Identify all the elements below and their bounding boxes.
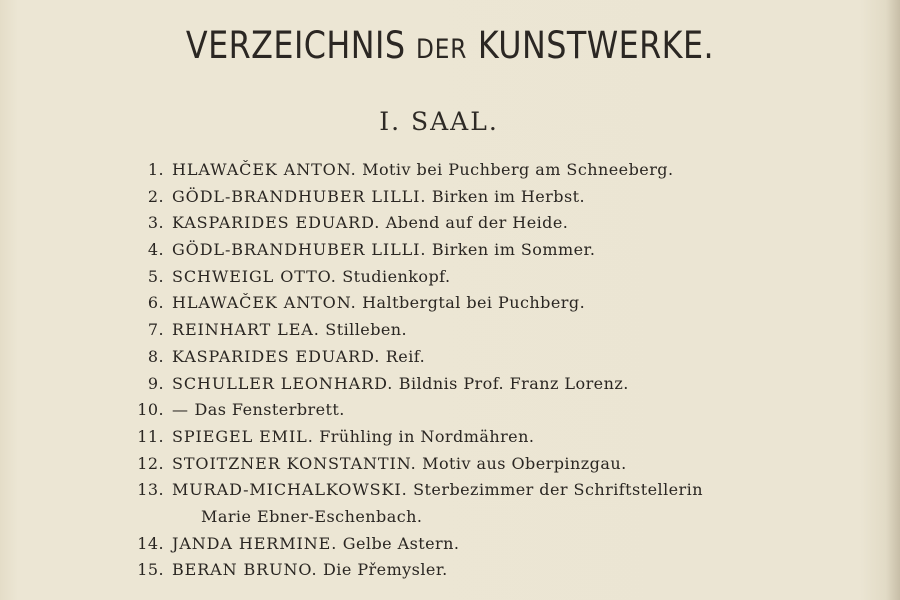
artist-name: HLAWAČEK ANTON.: [172, 160, 357, 179]
entry-number: 4.: [147, 240, 164, 260]
artwork-title: Gelbe Astern.: [342, 533, 460, 553]
entry-number: 3.: [147, 213, 164, 233]
artwork-title: Sterbezimmer der Schriftstellerin: [413, 480, 703, 500]
list-item: [110, 157, 810, 184]
artist-name: MURAD-MICHALKOWSKI.: [172, 480, 408, 500]
entry-number: 10.: [137, 400, 164, 420]
entry-number: 1.: [147, 160, 164, 179]
list-item: [110, 477, 810, 530]
entry-number: 13.: [137, 480, 164, 500]
entry-number: 11.: [137, 426, 164, 446]
list-item: [110, 264, 810, 291]
artist-name: BERAN BRUNO.: [172, 560, 318, 580]
artist-name: SCHULLER LEONHARD.: [172, 373, 394, 393]
artwork-list: [110, 157, 810, 584]
section-heading: I. SAAL.: [379, 107, 499, 136]
list-item: [110, 371, 810, 398]
artwork-title: Motiv aus Oberpinzgau.: [422, 453, 627, 473]
artist-name: SCHWEIGL OTTO.: [172, 266, 337, 286]
title-word-der: DER: [416, 34, 468, 65]
entry-number: 2.: [147, 186, 164, 206]
page-edge-shadow: [886, 0, 900, 600]
artist-name: —: [172, 400, 189, 420]
artwork-title: Studienkopf.: [342, 266, 451, 286]
list-item: [110, 531, 810, 558]
artwork-title: Das Fensterbrett.: [194, 400, 345, 420]
artwork-title: Haltbergtal bei Puchberg.: [362, 293, 586, 313]
artwork-title: Stilleben.: [325, 320, 408, 340]
list-item: [110, 184, 810, 211]
list-item: [110, 424, 810, 451]
entry-number: 8.: [147, 346, 164, 366]
entry-number: 15.: [137, 560, 164, 580]
artwork-title: Motiv bei Puchberg am Schneeberg.: [362, 160, 674, 179]
title-word-verzeichnis: VERZEICHNIS: [185, 24, 406, 67]
entry-number: 12.: [137, 453, 164, 473]
list-item: [110, 557, 810, 584]
artist-name: KASPARIDES EDUARD.: [172, 213, 381, 233]
entry-number: 14.: [137, 533, 164, 553]
list-item: [110, 451, 810, 478]
list-item: [110, 237, 810, 264]
list-item: [110, 344, 810, 371]
artist-name: GÖDL-BRANDHUBER LILLI.: [172, 240, 427, 260]
artwork-title: Die Přemysler.: [323, 560, 448, 580]
artwork-title: Birken im Sommer.: [431, 240, 596, 260]
artist-name: GÖDL-BRANDHUBER LILLI.: [172, 186, 427, 206]
list-item: [110, 210, 810, 237]
entry-number: 7.: [147, 320, 164, 340]
artist-name: SPIEGEL EMIL.: [172, 426, 314, 446]
page-title: [63, 24, 837, 67]
artist-name: JANDA HERMINE.: [172, 533, 338, 553]
artist-name: HLAWAČEK ANTON.: [172, 293, 357, 313]
title-word-kunstwerke: KUNSTWERKE.: [477, 24, 715, 67]
list-item: [110, 397, 810, 424]
list-item: [110, 317, 810, 344]
artist-name: KASPARIDES EDUARD.: [172, 346, 381, 366]
artwork-title: Abend auf der Heide.: [385, 213, 569, 233]
entry-number: 5.: [147, 266, 164, 286]
entry-number: 9.: [147, 373, 164, 393]
artwork-title: Reif.: [385, 346, 426, 366]
artwork-title-continuation: Marie Ebner-Eschenbach.: [201, 506, 423, 526]
artist-name: STOITZNER KONSTANTIN.: [172, 453, 417, 473]
artwork-title: Birken im Herbst.: [431, 186, 586, 206]
artwork-title: Frühling in Nordmähren.: [319, 426, 535, 446]
artist-name: REINHART LEA.: [172, 320, 320, 340]
entry-number: 6.: [147, 293, 164, 313]
artwork-title: Bildnis Prof. Franz Lorenz.: [398, 373, 629, 393]
list-item: [110, 290, 810, 317]
